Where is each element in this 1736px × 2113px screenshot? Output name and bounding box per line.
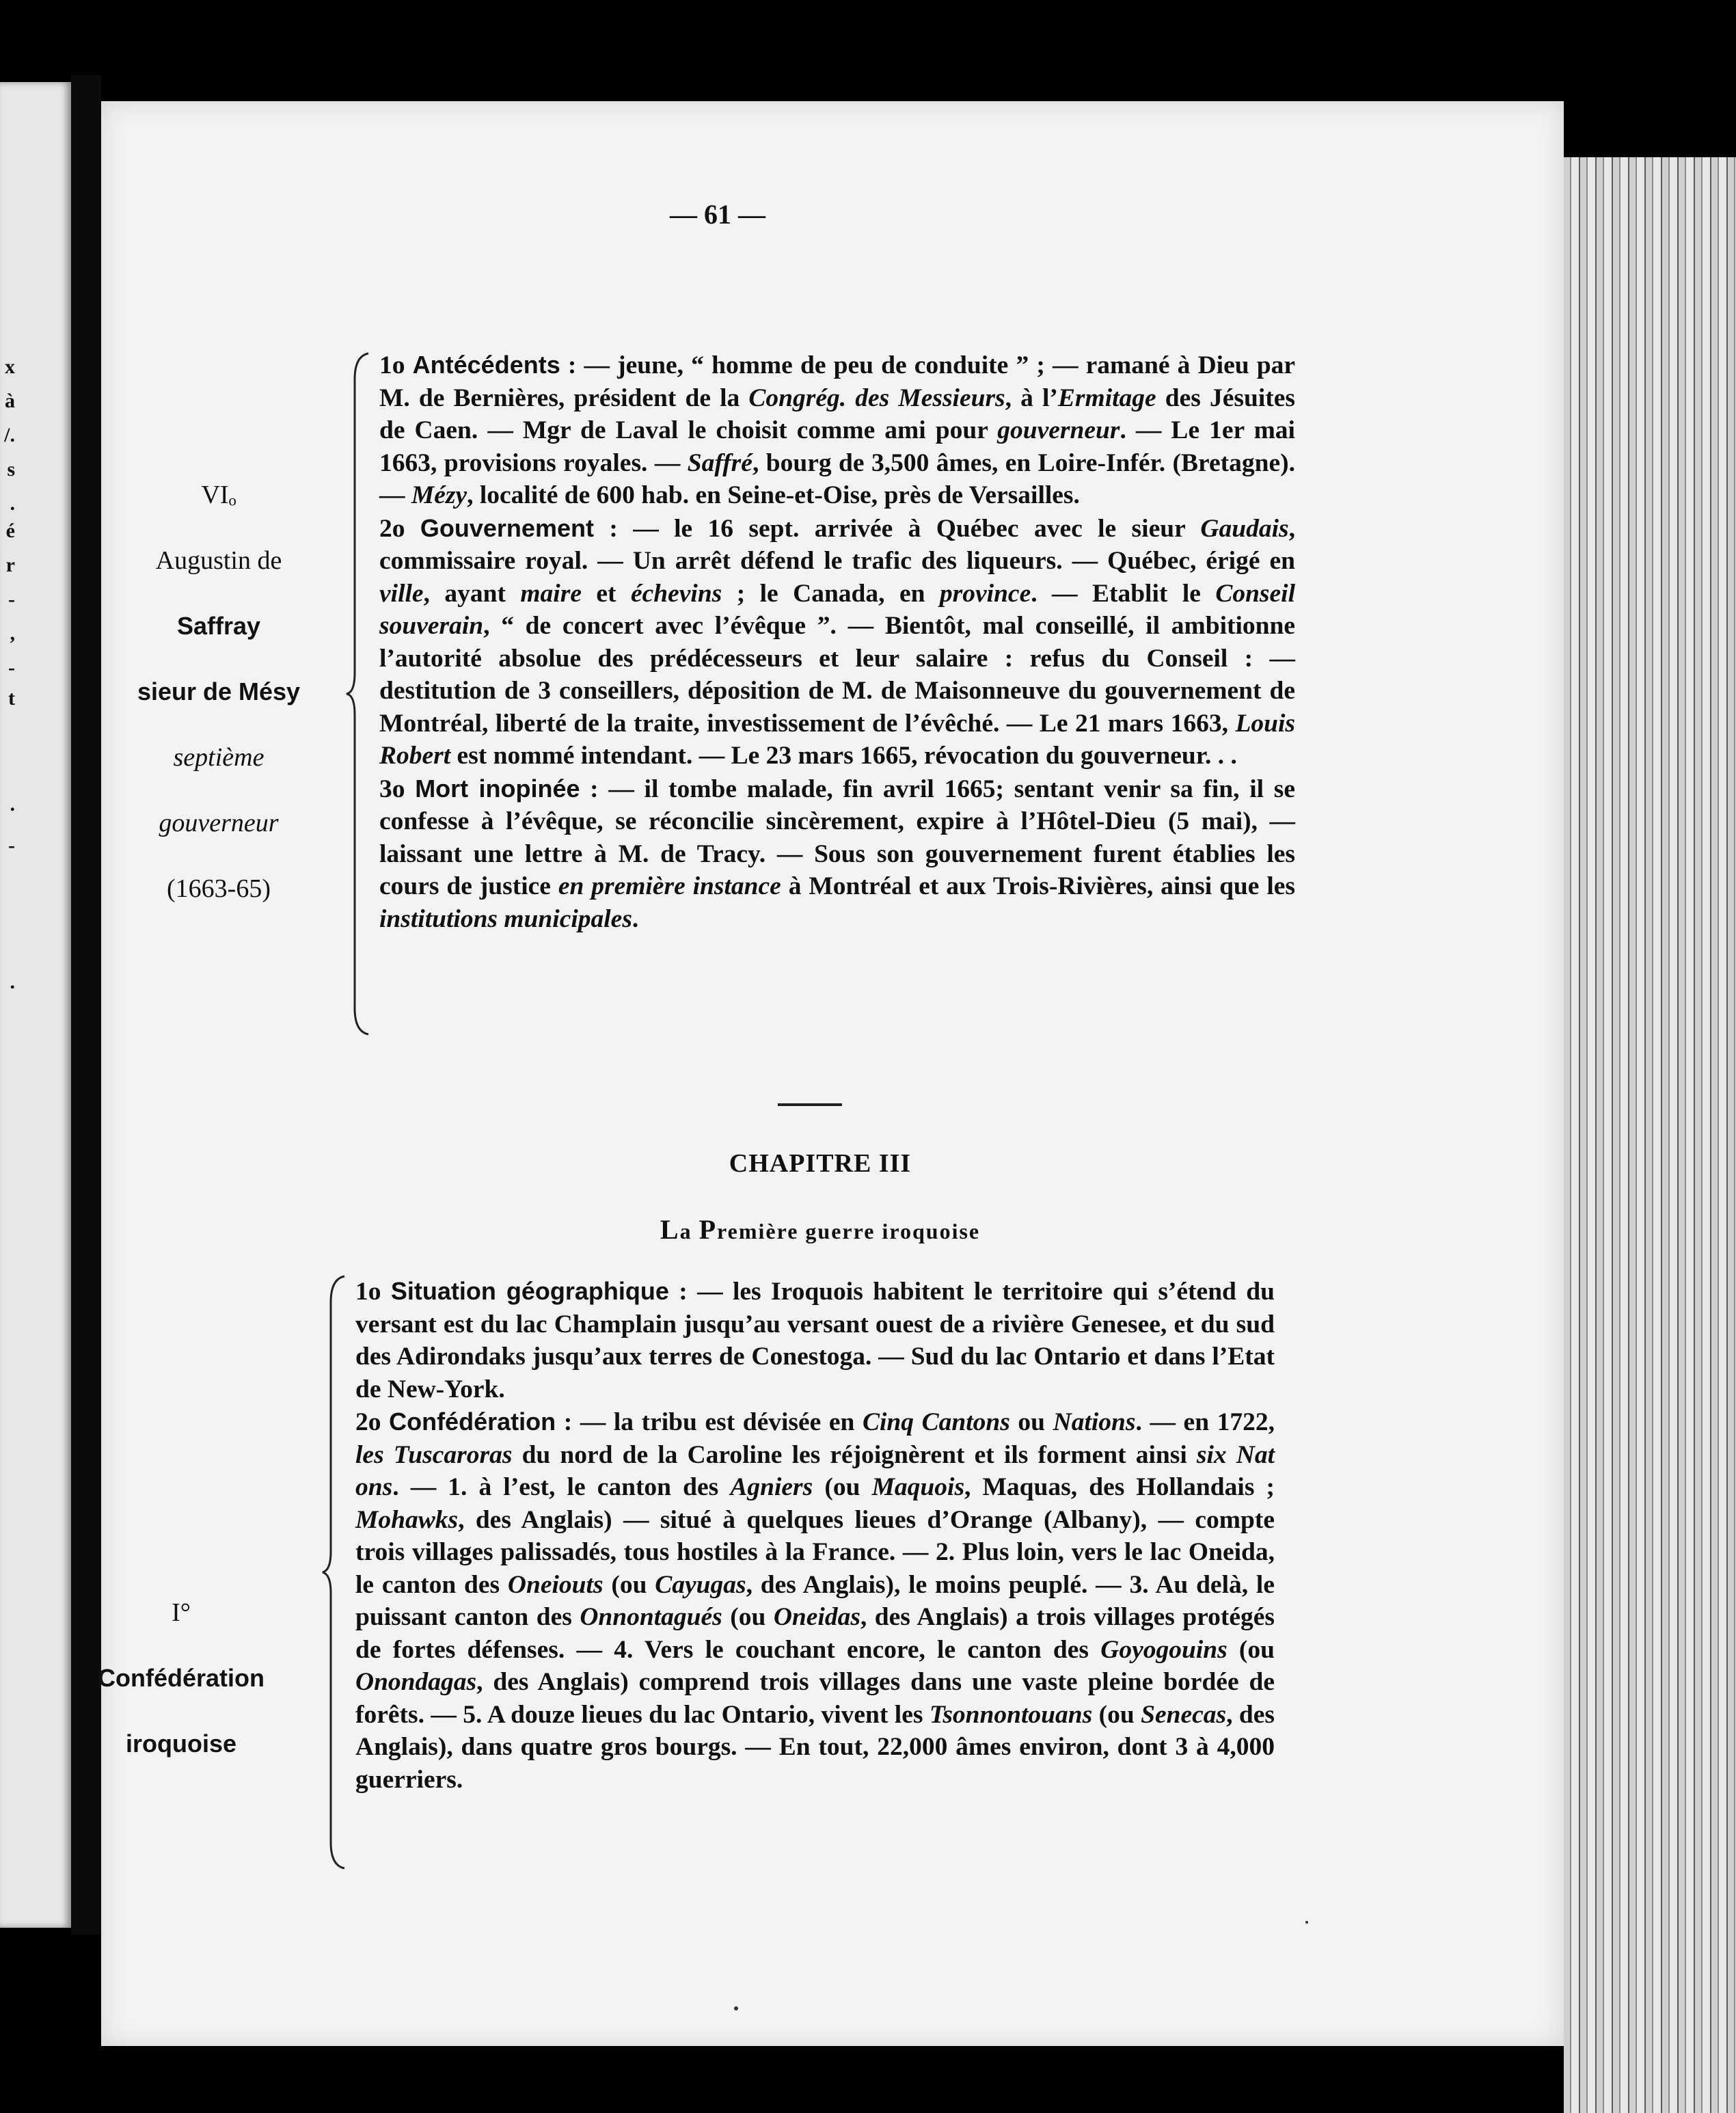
margin-name-bold: Saffray (176, 612, 261, 640)
text-run: (ou (603, 1570, 655, 1599)
italic-run: Tsonnontouans (929, 1700, 1093, 1729)
italic-run: Congrég. des Messieurs (748, 383, 1005, 412)
stacked-page-edges (1564, 157, 1736, 2113)
margin-title-bold: Confédération (97, 1664, 265, 1692)
facing-page-fragment: t (8, 687, 15, 710)
text-run: : — le 16 sept. arrivée à Québec avec le sieur (593, 514, 1201, 543)
italic-run: Agniers (730, 1473, 813, 1501)
paragraph-gouvernement (379, 512, 1295, 772)
italic-run: échevins (630, 579, 722, 608)
paragraph-number: 1o (379, 351, 405, 379)
paragraph-heading: Situation géographique (390, 1277, 669, 1305)
margin-roman-numeral: I° (172, 1598, 191, 1627)
margin-rank: septième (173, 743, 265, 772)
text-run: (ou (1092, 1700, 1141, 1729)
facing-page-fragment: é (5, 520, 15, 542)
italic-run: les Tuscaroras (355, 1440, 513, 1469)
italic-run: Oneidas (773, 1603, 860, 1631)
italic-run: institutions municipales (379, 904, 632, 933)
text-run: des Jésuites de Caen. — Mgr de Laval le choisit comme ami pour (379, 383, 1295, 444)
margin-note-confederation (75, 1596, 287, 1793)
italic-run: Nations (1053, 1408, 1136, 1436)
subtitle-small-caps: a (679, 1219, 699, 1243)
text-run: , ayant (423, 579, 521, 608)
text-run: : — la tribu est dévisée en (556, 1408, 863, 1436)
section-2-text (355, 1275, 1275, 1796)
italic-run: Gaudais (1200, 514, 1289, 543)
paragraph-mort-inopinee (379, 772, 1295, 936)
italic-run: Senecas (1141, 1700, 1227, 1729)
chapter-heading: CHAPITRE III (729, 1149, 912, 1178)
subtitle-initial: P (699, 1214, 718, 1245)
italic-run: Mohawks (355, 1505, 459, 1534)
text-run: ; le Canada, en (722, 579, 940, 608)
margin-role: gouverneur (159, 809, 279, 837)
facing-page-fragment: /. (4, 424, 15, 446)
paragraph-heading: Gouvernement (420, 513, 594, 542)
italic-run: Cinq Cantons (862, 1408, 1010, 1436)
facing-page-fragment: à (5, 390, 15, 412)
italic-run: maire (520, 579, 582, 608)
text-run: du nord de la Caroline les réjoignèrent et ils forment ainsi (512, 1440, 1197, 1469)
paragraph-number: 2o (379, 514, 405, 543)
italic-run: Onnontagués (580, 1603, 722, 1631)
margin-title-bold: sieur de Mésy (137, 677, 301, 705)
text-run: à Montréal et aux Trois-Rivières, ainsi que les (781, 872, 1295, 900)
margin-name-line: Augustin de (155, 546, 282, 575)
facing-page-fragment: s (7, 458, 15, 481)
section-1-text (379, 349, 1295, 935)
text-run: : — les Iroquois habitent le territoire qui s’étend du versant est du lac Champlain jusqu’au versant ouest de a rivière Genesee, et du sud des Adirondaks jusqu’aux terres de Conestoga. — Sud du lac Ontario et dans l’Etat de New-York. (355, 1278, 1275, 1403)
brace-section-2 (321, 1275, 346, 1870)
text-run: , à l’ (1005, 383, 1058, 412)
chapter-subtitle (478, 1213, 1162, 1246)
section-divider-rule (778, 1103, 842, 1106)
italic-run: Onondagas (355, 1668, 477, 1696)
text-run: (ou (813, 1473, 872, 1501)
italic-run: Mézy (411, 481, 467, 509)
italic-run: Conseil souverain (379, 579, 1296, 640)
italic-run: ville (379, 579, 424, 608)
paragraph-heading: Mort inopinée (415, 774, 580, 803)
facing-page-fragment: . (10, 492, 15, 515)
text-run: , Maquas, des Hollandais ; (964, 1473, 1275, 1501)
italic-run: Oneiouts (507, 1570, 603, 1599)
text-run: , des Anglais) a trois villages protégés de fortes défenses. — 4. Vers le couchant encore, le canton des (355, 1603, 1275, 1664)
paragraph-heading: Confédération (389, 1408, 556, 1436)
italic-run: gouverneur (997, 416, 1120, 444)
italic-run: Ermitage (1057, 383, 1156, 412)
text-run: , localité de 600 hab. en Seine-et-Oise, près de Versailles. (467, 481, 1080, 509)
text-run: , commissaire royal. — Un arrêt défend le trafic des liqueurs. — Québec, érigé en (379, 514, 1295, 575)
italic-run: six Nat ons (355, 1440, 1275, 1501)
facing-page-fragment: - (8, 588, 15, 610)
facing-page-edge (0, 82, 71, 1928)
text-run: et (581, 579, 631, 608)
subtitle-small-caps: remière guerre iroquoise (717, 1219, 981, 1243)
page-number: — 61 — (670, 199, 765, 230)
paragraph-antecedents (379, 349, 1295, 512)
text-run: . — 1. à l’est, le canton des (392, 1473, 731, 1501)
text-run: , des Anglais), dans quatre gros bourgs. — En tout, 22,000 âmes environ, dont 3 à 4,000 guerriers. (355, 1700, 1275, 1794)
paragraph-number: 2o (355, 1408, 381, 1436)
text-run: . — en 1722, (1135, 1408, 1275, 1436)
text-run: , des Anglais), le moins peuplé. — 3. Au delà, le puissant canton des (355, 1570, 1275, 1631)
margin-roman-numeral: VIₒ (201, 481, 236, 509)
margin-title-bold: iroquoise (125, 1730, 237, 1758)
italic-run: Cayugas (655, 1570, 746, 1599)
paragraph-confederation (355, 1405, 1275, 1796)
italic-run: Maquois (871, 1473, 965, 1501)
facing-page-fragment: . (10, 971, 15, 993)
facing-page-fragment: - (8, 656, 15, 679)
facing-page-fragment: x (5, 355, 15, 378)
italic-run: Saffré (687, 448, 752, 477)
italic-run: province (939, 579, 1031, 608)
margin-dates: (1663-65) (167, 874, 271, 903)
text-run: . — Le 1er mai 1663, provisions royales. — (379, 416, 1295, 477)
margin-note-mesy (113, 479, 325, 938)
text-run: (ou (722, 1603, 774, 1631)
text-run: , “ de concert avec l’évêque ”. — Bientôt, mal conseillé, il ambitionne l’autorité absolue des prédécesseurs et leur salaire : refus du Conseil : — destitution de 3 conseillers, déposition de M. de Maisonneuve du gouvernement de Montréal, liberté de la traite, investissement de l’évêché. — Le 21 mars 1663, (379, 612, 1295, 738)
italic-run: Louis Robert (379, 709, 1295, 770)
text-run: : — il tombe malade, fin avril 1665; sentant venir sa fin, il se confesse à l’évêque, se réconcilie sincèrement, expire à l’Hôtel-Dieu (5 mai), — laissant une lettre à M. de Tracy. — Sous son gouvernement furent établies les cours de justice (379, 775, 1295, 900)
text-run: , des Anglais) — situé à quelques lieues d’Orange (Albany), — compte trois villages palissadés, tous hostiles à la France. — 2. Plus loin, vers le lac Oneida, le canton des (355, 1505, 1275, 1599)
paragraph-situation (355, 1275, 1275, 1405)
subtitle-initial: L (660, 1214, 680, 1245)
paragraph-number: 3o (379, 775, 405, 803)
facing-page-fragment: - (8, 834, 15, 857)
paragraph-number: 1o (355, 1278, 381, 1306)
text-run: (ou (1227, 1635, 1275, 1664)
text-run: est nommé intendant. — Le 23 mars 1665, révocation du gouverneur. . . (450, 742, 1237, 770)
text-run: , bourg de 3,500 âmes, en Loire-Infér. (Bretagne). — (379, 448, 1296, 509)
speck-mark (734, 2006, 738, 2010)
facing-page-fragment: . (10, 793, 15, 816)
text-run: : — jeune, “ homme de peu de conduite ” ; — ramané à Dieu par M. de Bernières, président de la (379, 351, 1295, 412)
text-run: . (632, 904, 639, 933)
brace-section-1 (345, 352, 370, 1036)
paragraph-heading: Antécédents (412, 351, 560, 379)
italic-run: en première instance (558, 872, 781, 900)
italic-run: Goyogouins (1100, 1635, 1228, 1664)
facing-page-fragment: , (10, 622, 15, 645)
speck-mark (1305, 1921, 1308, 1924)
text-run: ou (1009, 1408, 1053, 1436)
text-run: . — Etablit le (1031, 579, 1216, 608)
text-run: , des Anglais) comprend trois villages dans une vaste pleine bordée de forêts. — 5. A douze lieues du lac Ontario, vivent les (355, 1668, 1275, 1729)
facing-page-fragment: r (5, 554, 15, 576)
